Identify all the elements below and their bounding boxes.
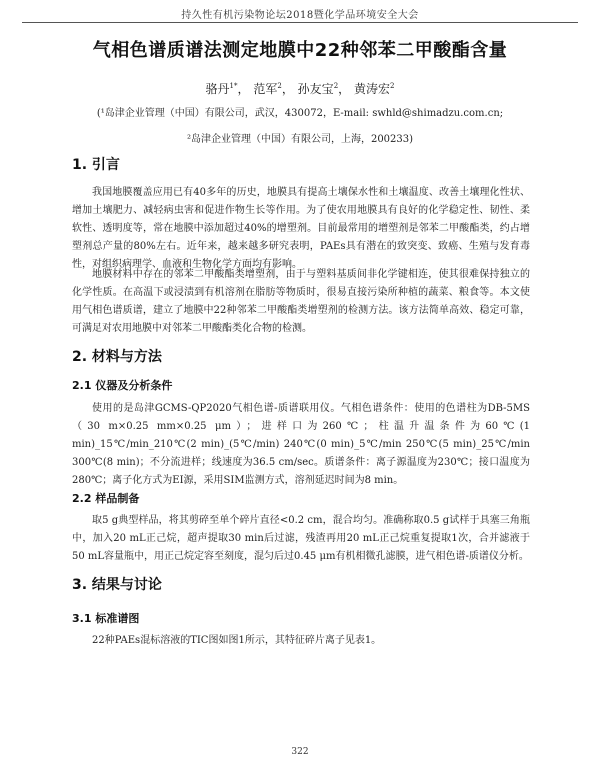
page-number: 322 xyxy=(291,747,309,757)
author-list xyxy=(20,80,580,97)
author-separator: ， xyxy=(237,82,250,96)
author-separator: ， xyxy=(338,82,351,96)
section-heading-methods: 2. 材料与方法 xyxy=(72,349,162,365)
author-affiliation-mark: 1* xyxy=(229,82,238,90)
author-name: 黄涛宏 xyxy=(354,82,391,96)
running-header: 持久性有机污染物论坛2018暨化学品环境安全大会 xyxy=(181,10,419,21)
header-rule xyxy=(22,22,578,23)
subsection-heading-sample-prep: 2.2 样品制备 xyxy=(72,492,140,505)
author-affiliation-mark: 2 xyxy=(333,82,339,90)
author-name: 孙友宝 xyxy=(297,82,334,96)
author-affiliation-mark: 2 xyxy=(277,82,282,90)
affiliation-1: (¹岛津企业管理（中国）有限公司，武汉，430072，E-mail: swhld@shimadzu.com.cn; xyxy=(96,108,504,119)
subsection-heading-instrument: 2.1 仪器及分析条件 xyxy=(72,379,173,392)
standard-chromatogram-paragraph: 22种PAEs混标溶液的TIC图如图1所示，其特征碎片离子见表1。 xyxy=(92,635,382,646)
subsection-heading-standard-chromatogram: 3.1 标准谱图 xyxy=(72,612,140,625)
intro-paragraph-2: 地膜材料中存在的邻苯二甲酸酯类增塑剂，由于与塑料基质间非化学键相连，使其很难保持独立的化学性质。在高温下或浸渍到有机溶剂在脂肪等物质时，很易直接污染所种植的蔬菜、粮食等。本文使用气相色谱质谱，建立了地膜中22种邻苯二甲酸酯类增塑剂的检测方法。该方法简单高效、稳定可靠，可满足对农用地膜中对邻苯二甲酸酯类化合物的检测。 xyxy=(72,269,530,334)
paper-title: 气相色谱质谱法测定地膜中22种邻苯二甲酸酯含量 xyxy=(92,40,508,61)
author-name: 骆丹 xyxy=(205,82,230,96)
section-heading-results: 3. 结果与讨论 xyxy=(72,577,162,593)
author-separator: ， xyxy=(281,82,294,96)
author-affiliation-mark: 2 xyxy=(390,82,395,90)
intro-paragraph-1: 我国地膜覆盖应用已有40多年的历史，地膜具有提高土壤保水性和土壤温度、改善土壤理化性状、增加土壤肥力、减轻病虫害和促进作物生长等作用。为了使农用地膜具有良好的化学稳定性、韧性、柔软性、透明度等，常在地膜中添加超过40%的增塑剂。目前最常用的增塑剂是邻苯二甲酸酯类，约占增塑剂总产量的80%左右。近年来，越来越多研究表明，PAEs具有潜在的致突变、致癌、生殖与发育毒性，对组织病理学、血液和生物化学方面均有影响。 xyxy=(72,187,530,270)
author-name: 范军 xyxy=(253,82,278,96)
affiliation-2: ²岛津企业管理（中国）有限公司，上海，200233) xyxy=(186,134,414,145)
sample-prep-paragraph: 取5 g典型样品，将其剪碎至单个碎片直径<0.2 cm，混合均匀。准确称取0.5 g试样于具塞三角瓶中，加入20 mL正己烷，超声提取30 min后过滤，残渣再用20 mL正己烷重复提取1次，合并滤液于50 mL容量瓶中，用正己烷定容至刻度，混匀后过0.45 μm有机相微孔滤膜，进气相色谱-质谱仪分析。 xyxy=(72,515,530,562)
section-heading-intro: 1. 引言 xyxy=(72,157,120,173)
instrument-paragraph: 使用的是岛津GCMS-QP2020气相色谱-质谱联用仪。气相色谱条件：使用的色谱柱为DB-5MS（30 m×0.25 mm×0.25 μm）；进样口为260℃；柱温升温条件为60℃(1 min)_15℃/min_210℃(2 min)_(5℃/min) 240℃(0 min)_5℃/min 250℃(5 min)_25℃/min 300℃(8 min)；不分流进样；线速度为36.5 cm/sec。质谱条件：离子源温度为230℃；接口温度为280℃；离子化方式为EI源，采用SIM监测方式，溶剂延迟时间为8 min。 xyxy=(72,403,530,486)
